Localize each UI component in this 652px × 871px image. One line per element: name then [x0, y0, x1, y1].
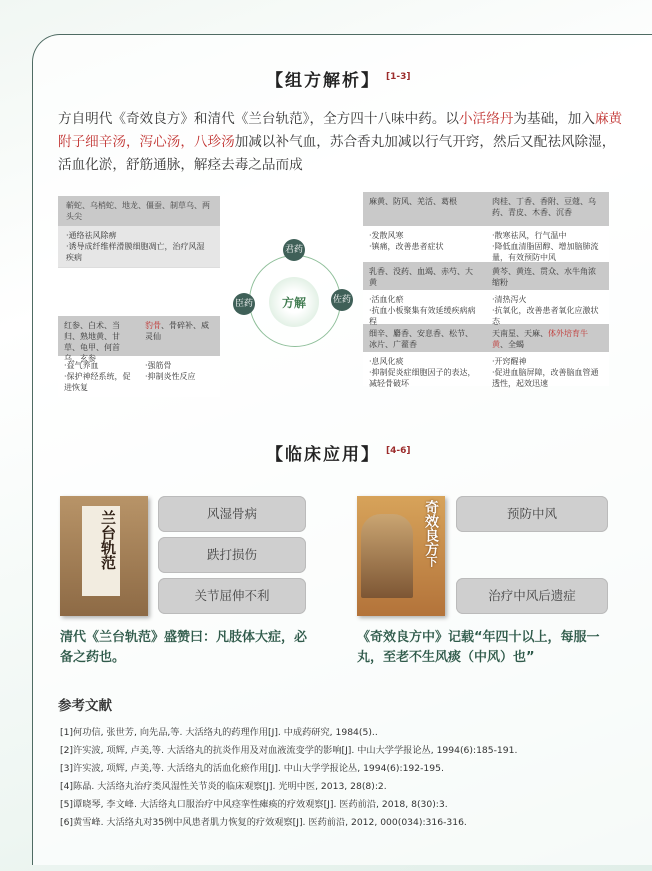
fangjie-diagram	[234, 245, 353, 345]
reference-3: [3]许实波, 项辉, 卢美,等. 大活络丸的活血化瘀作用[J]. 中山大学学报论丛, 1994(6):192-195.	[60, 763, 444, 774]
zuo-box	[363, 192, 609, 386]
qixiao-book-cover	[357, 496, 445, 616]
qixiao-book-title: 奇效良方下	[423, 500, 439, 567]
zuo-effects-2: ·散寒祛风，行气温中 ·降低血清脂固醇、增加脑肺流量，有效预防中风	[492, 231, 599, 262]
section-ref-clinical: [4-6]	[386, 446, 411, 457]
references-title: 参考文献	[58, 698, 112, 714]
zuo-herbs-2: 肉桂、丁香、香附、豆蔻、乌药、青皮、木香、沉香	[492, 197, 596, 217]
lantai-book-title: 兰台轨范	[99, 510, 117, 570]
jun-effects: ·通络祛风除痹 ·诱导成纤维样滑膜细胞凋亡，治疗风湿疾病	[58, 226, 220, 268]
zuo-effects-1: ·发散风寒 ·镇痛，改善患者症状	[369, 231, 444, 251]
jun-box	[58, 196, 220, 268]
reference-6: [6]黄雪峰. 大活络丸对35例中风患者肌力恢复的疗效观察[J]. 医药前沿, 2012, 000(034):316-316.	[60, 817, 467, 828]
pill-trauma: 跌打损伤	[158, 537, 306, 573]
pill-stroke-sequelae: 治疗中风后遗症	[456, 578, 608, 614]
reference-1: [1]何功信, 张世芳, 向先品,等. 大活络丸的药理作用[J]. 中成药研究, 1984(5)..	[60, 727, 378, 738]
chen-effects-2: ·强筋骨 ·抑制炎性反应	[145, 361, 196, 381]
jun-node: 君药	[283, 239, 305, 261]
reference-4: [4]陈晶. 大活络丸治疗类风湿性关节炎的临床观察[J]. 光明中医, 2013, 28(8):2.	[60, 781, 387, 792]
zuo-effects-5: ·息风化痰 ·抑制促炎症细胞因子的表达，减轻骨破坏	[369, 357, 476, 388]
chen-box	[58, 316, 220, 397]
chen-herbs-2: 豹骨、骨碎补、威灵仙	[145, 321, 209, 341]
highlight-decoctions: 麻黄附子细辛汤，泻心汤，八珍汤	[58, 111, 623, 150]
formula-paragraph: 方自明代《奇效良方》和清代《兰台轨范》，全方四十八味中药。以小活络丹为基础，加入麻黄附子细辛汤，泻心汤，八珍汤加减以补气血，苏合香丸加减以行气开窍，然后又配祛风除湿，活血化淤，舒筋通脉，解痉去毒之品而成	[58, 111, 623, 173]
zuo-herbs-6: 天南星、天麻、体外培育牛黄、全蝎	[492, 329, 588, 349]
zuo-effects-6: ·开窍醒神 ·促进血脑屏障，改善脑血管通透性，起效迅速	[492, 357, 599, 388]
pill-joint: 关节屈伸不利	[158, 578, 306, 614]
reference-5: [5]谭晓琴, 李文峰. 大活络丸口服治疗中风痉挛性瘫痪的疗效观察[J]. 医药前沿, 2018, 8(30):3.	[60, 799, 448, 810]
zuo-herbs-4: 黄芩、黄连、贯众、水牛角浓缩粉	[492, 267, 596, 287]
pill-prevent-stroke: 预防中风	[456, 496, 608, 532]
jun-herbs: 蕲蛇、乌梢蛇、地龙、僵蚕、制草乌、两头尖	[58, 196, 220, 226]
zuo-herbs-3: 乳香、没药、血竭、赤芍、大黄	[369, 267, 473, 287]
zuo-herbs-1: 麻黄、防风、羌活、葛根	[369, 197, 457, 206]
zuo-herbs-5: 细辛、麝香、安息香、松节、冰片、广藿香	[369, 329, 473, 349]
right-caption: 《奇效良方中》记载“年四十以上，每服一丸，至老不生风痰（中风）也”	[357, 630, 600, 665]
section-title-formula: 【组方解析】 [1-3]	[266, 71, 411, 91]
fangjie-core: 方解	[269, 277, 319, 327]
zuo-effects-3: ·活血化瘀 ·抗血小板聚集有效延缓疾病病程	[369, 295, 476, 326]
pill-rheumatism: 风湿骨病	[158, 496, 306, 532]
lantai-book-cover	[60, 496, 148, 616]
section-ref: [1-3]	[386, 72, 411, 83]
highlight-xiaohuoluo: 小活络丹	[459, 111, 514, 127]
zuo-effects-4: ·清热泻火 ·抗氧化，改善患者氧化应激状态	[492, 295, 599, 326]
zuo-node: 佐药	[331, 289, 353, 311]
chen-node: 臣药	[233, 293, 255, 315]
section-title-clinical: 【临床应用】 [4-6]	[266, 445, 411, 465]
reference-2: [2]许实波, 项辉, 卢美,等. 大活络丸的抗炎作用及对血液流变学的影响[J]. 中山大学学报论丛, 1994(6):185-191.	[60, 745, 518, 756]
left-caption: 清代《兰台轨范》盛赞曰：凡肢体大症，必备之药也。	[60, 630, 308, 665]
chen-effects-1: ·益气养血 ·保护神经系统，促进恢复	[64, 361, 131, 392]
chen-herbs-1: 红参、白术、当归、熟地黄、甘草、龟甲、何首乌、玄参	[64, 321, 120, 363]
